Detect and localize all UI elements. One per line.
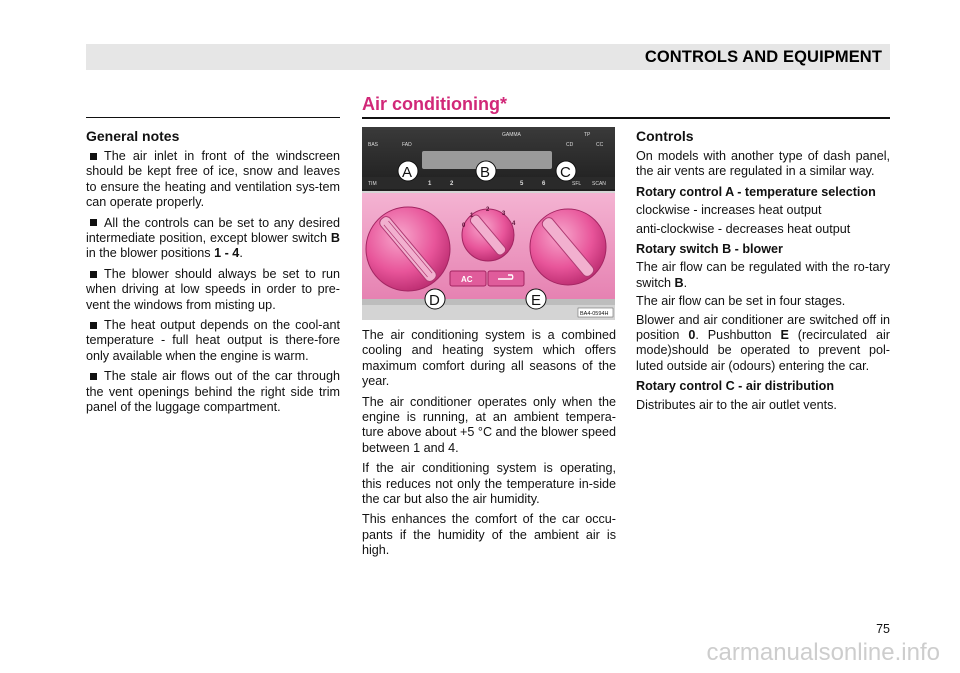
page-number: 75 [876, 622, 890, 636]
bullet-icon [90, 373, 97, 380]
radio-label-tim: TIM [368, 181, 377, 187]
blower-heading: Rotary switch B - blower [636, 242, 783, 257]
note-item: The stale air flows out of the car through the vent openings behind the right side trim panel of the luggage compartment. [86, 369, 340, 415]
air-conditioning-panel-figure [362, 127, 615, 320]
radio-label-cd: CD [566, 142, 574, 148]
radio-label-1: 1 [428, 181, 432, 187]
controls-intro: On models with another type of dash panel, the air vents are regulated in a similar way. [636, 149, 890, 179]
radio-label-2: 2 [450, 181, 454, 187]
ac-button-label: AC [461, 275, 473, 284]
radio-label-fad: FAD [402, 142, 412, 148]
blower-mark-1: 1 [470, 213, 474, 219]
divider-left [86, 117, 340, 118]
blower-paragraph: The air flow can be set in four stages. [636, 294, 846, 309]
general-notes-heading: General notes [86, 128, 180, 144]
header-bar [86, 44, 890, 70]
intro-paragraph: The air conditioner operates only when the engine is running, at an ambient tempera-ture above about +5 °C and the blower speed between 1 and 4. [362, 394, 616, 455]
watermark: carmanualsonline.info [706, 639, 940, 666]
chapter-title: CONTROLS AND EQUIPMENT [644, 48, 882, 66]
radio-label-cc: CC [596, 142, 604, 148]
radio-label-tp: TP [584, 132, 591, 138]
callout-e-label: E [531, 292, 542, 309]
note-item: The heat output depends on the cool-ant temperature - full heat output is there-fore only available when the engine is warm. [86, 318, 340, 363]
distribution-heading: Rotary control C - air distribution [636, 379, 835, 394]
bullet-icon [90, 271, 97, 278]
bullet-icon [90, 322, 97, 329]
temperature-heading: Rotary control A - temperature selection [636, 184, 876, 199]
figure-code: BA4-0594H [580, 311, 609, 317]
intro-column [362, 328, 616, 564]
blower-mark-0: 0 [462, 223, 466, 229]
blower-mark-4: 4 [512, 221, 516, 227]
callout-c-label: C [560, 164, 571, 181]
controls-heading: Controls [636, 128, 694, 144]
note-item: The blower should always be set to run when driving at low speeds in order to pre-vent the windows from misting up. [86, 266, 340, 312]
radio-label-scan: SCAN [592, 181, 606, 187]
controls-column [636, 127, 890, 418]
radio-label-sfl: SFL [572, 181, 582, 187]
temperature-line: anti-clockwise - decreases heat output [636, 221, 851, 236]
note-item: All the controls can be set to any desired intermediate position, except blower switch B in the blower positions 1 - 4. [86, 215, 341, 261]
section-title: Air conditioning* [362, 94, 507, 114]
divider-right [362, 117, 890, 119]
intro-paragraph: If the air conditioning system is operating, this reduces not only the temperature in-side the car but also the air humidity. [362, 461, 616, 507]
radio-label-6: 6 [542, 181, 546, 187]
blower-paragraph: Blower and air conditioner are switched off in position 0. Pushbutton E (recirculated air mode)should be operated to prevent pol-luted outside air (odours) entering the car. [636, 312, 890, 373]
radio-label-5: 5 [520, 181, 524, 187]
callout-a-label: A [402, 164, 413, 181]
intro-paragraph: This enhances the comfort of the car occu-pants if the humidity of the ambient air is high. [362, 512, 616, 558]
blower-mark-2: 2 [486, 207, 490, 213]
note-item: The air inlet in front of the windscreen should be kept free of ice, snow and leaves to ensure the heating and ventilation sys-tem can operate properly. [86, 149, 340, 210]
bullet-icon [90, 153, 97, 160]
radio-label-bas: BAS [368, 142, 379, 148]
general-notes-column [86, 127, 340, 421]
callout-b-label: B [480, 164, 491, 181]
bullet-icon [90, 219, 97, 226]
callout-d-label: D [429, 292, 440, 309]
radio-label-gamma: GAMMA [502, 132, 521, 138]
distribution-paragraph: Distributes air to the air outlet vents. [636, 397, 837, 412]
blower-mark-3: 3 [502, 211, 506, 217]
blower-paragraph: The air flow can be regulated with the ro-tary switch B. [636, 260, 890, 290]
panel-trim [362, 299, 615, 305]
temperature-line: clockwise - increases heat output [636, 203, 822, 218]
intro-paragraph: The air conditioning system is a combined cooling and heating system which offers maximum comfort during all seasons of the year. [362, 328, 616, 389]
